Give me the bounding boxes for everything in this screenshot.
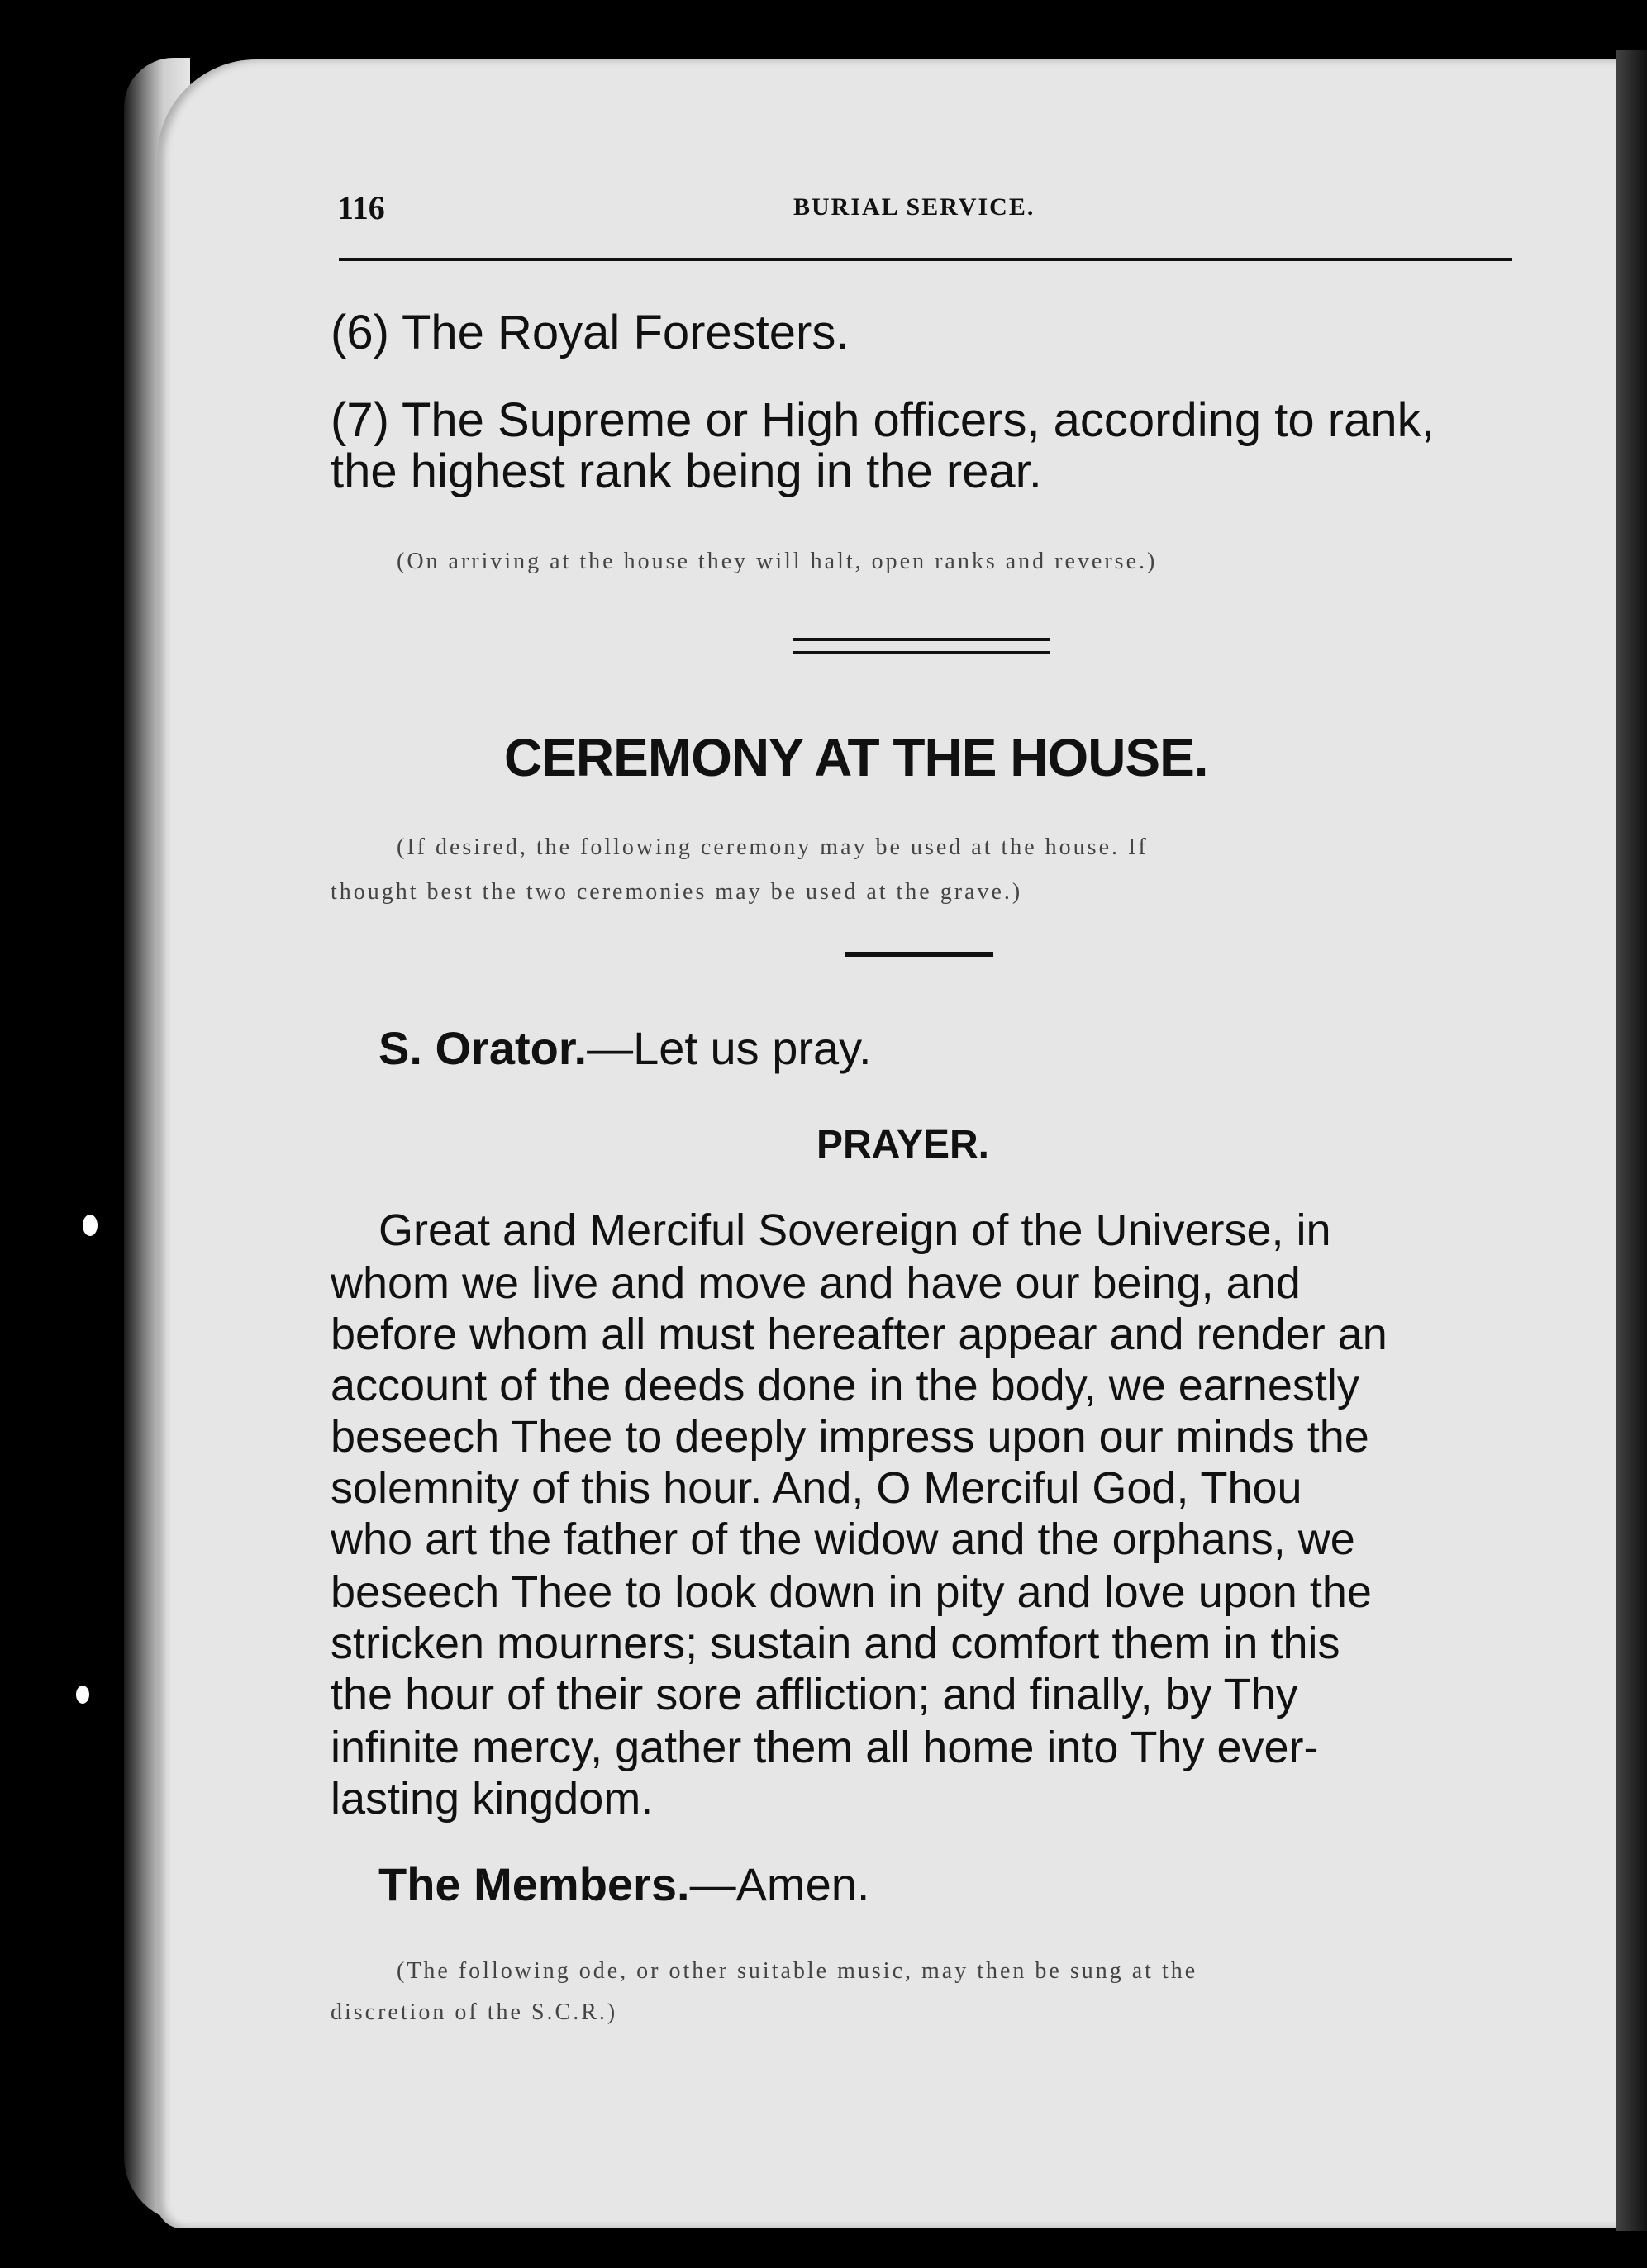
members-text: —Amen. xyxy=(689,1858,870,1910)
running-head xyxy=(331,188,1512,226)
edge-speck xyxy=(76,1686,89,1704)
prayer-title: PRAYER. xyxy=(816,1123,989,1167)
prayer-line: account of the deeds done in the body, we earnestly xyxy=(331,1361,1359,1410)
prayer-line: whom we live and move and have our being, and xyxy=(331,1258,1301,1308)
prayer-line: before whom all must hereafter appear and render an xyxy=(331,1310,1388,1359)
running-title: BURIAL SERVICE. xyxy=(793,193,1035,221)
section-title: CEREMONY AT THE HOUSE. xyxy=(504,728,1208,787)
section-rule xyxy=(845,952,993,957)
book-spine-edge xyxy=(1616,50,1647,2231)
ode-note-line: discretion of the S.C.R.) xyxy=(331,1999,618,2025)
prayer-line: lasting kingdom. xyxy=(331,1774,654,1823)
prayer-line: the hour of their sore affliction; and finally, by Thy xyxy=(331,1670,1298,1719)
header-rule xyxy=(339,258,1512,261)
double-rule xyxy=(793,638,1050,654)
members-line xyxy=(378,1857,869,1911)
speaker-label: S. Orator. xyxy=(378,1022,588,1074)
prayer-line: beseech Thee to deeply impress upon our minds the xyxy=(331,1412,1369,1462)
prayer-line: who art the father of the widow and the orphans, we xyxy=(331,1514,1355,1564)
orator-line xyxy=(378,1021,872,1075)
edge-speck xyxy=(83,1215,98,1236)
ceremony-note-line: thought best the two ceremonies may be used at the grave.) xyxy=(331,879,1023,905)
prayer-line: solemnity of this hour. And, O Merciful God, Thou xyxy=(331,1463,1302,1513)
prayer-line: infinite mercy, gather them all home into Thy ever- xyxy=(331,1723,1319,1772)
prayer-line: beseech Thee to look down in pity and love upon the xyxy=(331,1567,1372,1617)
order-item-6: (6) The Royal Foresters. xyxy=(331,306,850,359)
ceremony-note-line: (If desired, the following ceremony may be used at the house. If xyxy=(397,834,1149,860)
ode-note-line: (The following ode, or other suitable music, may then be sung at the xyxy=(397,1958,1198,1984)
speaker-label: The Members. xyxy=(378,1858,690,1910)
arrival-note: (On arriving at the house they will halt, open ranks and reverse.) xyxy=(397,549,1158,574)
prayer-line: stricken mourners; sustain and comfort them in this xyxy=(331,1619,1340,1668)
orator-text: —Let us pray. xyxy=(587,1022,872,1074)
page-number: 116 xyxy=(337,189,385,226)
order-item-7-continued: the highest rank being in the rear. xyxy=(331,445,1042,498)
prayer-line: Great and Merciful Sovereign of the Universe, in xyxy=(378,1205,1331,1255)
order-item-7: (7) The Supreme or High officers, according to rank, xyxy=(331,393,1435,447)
